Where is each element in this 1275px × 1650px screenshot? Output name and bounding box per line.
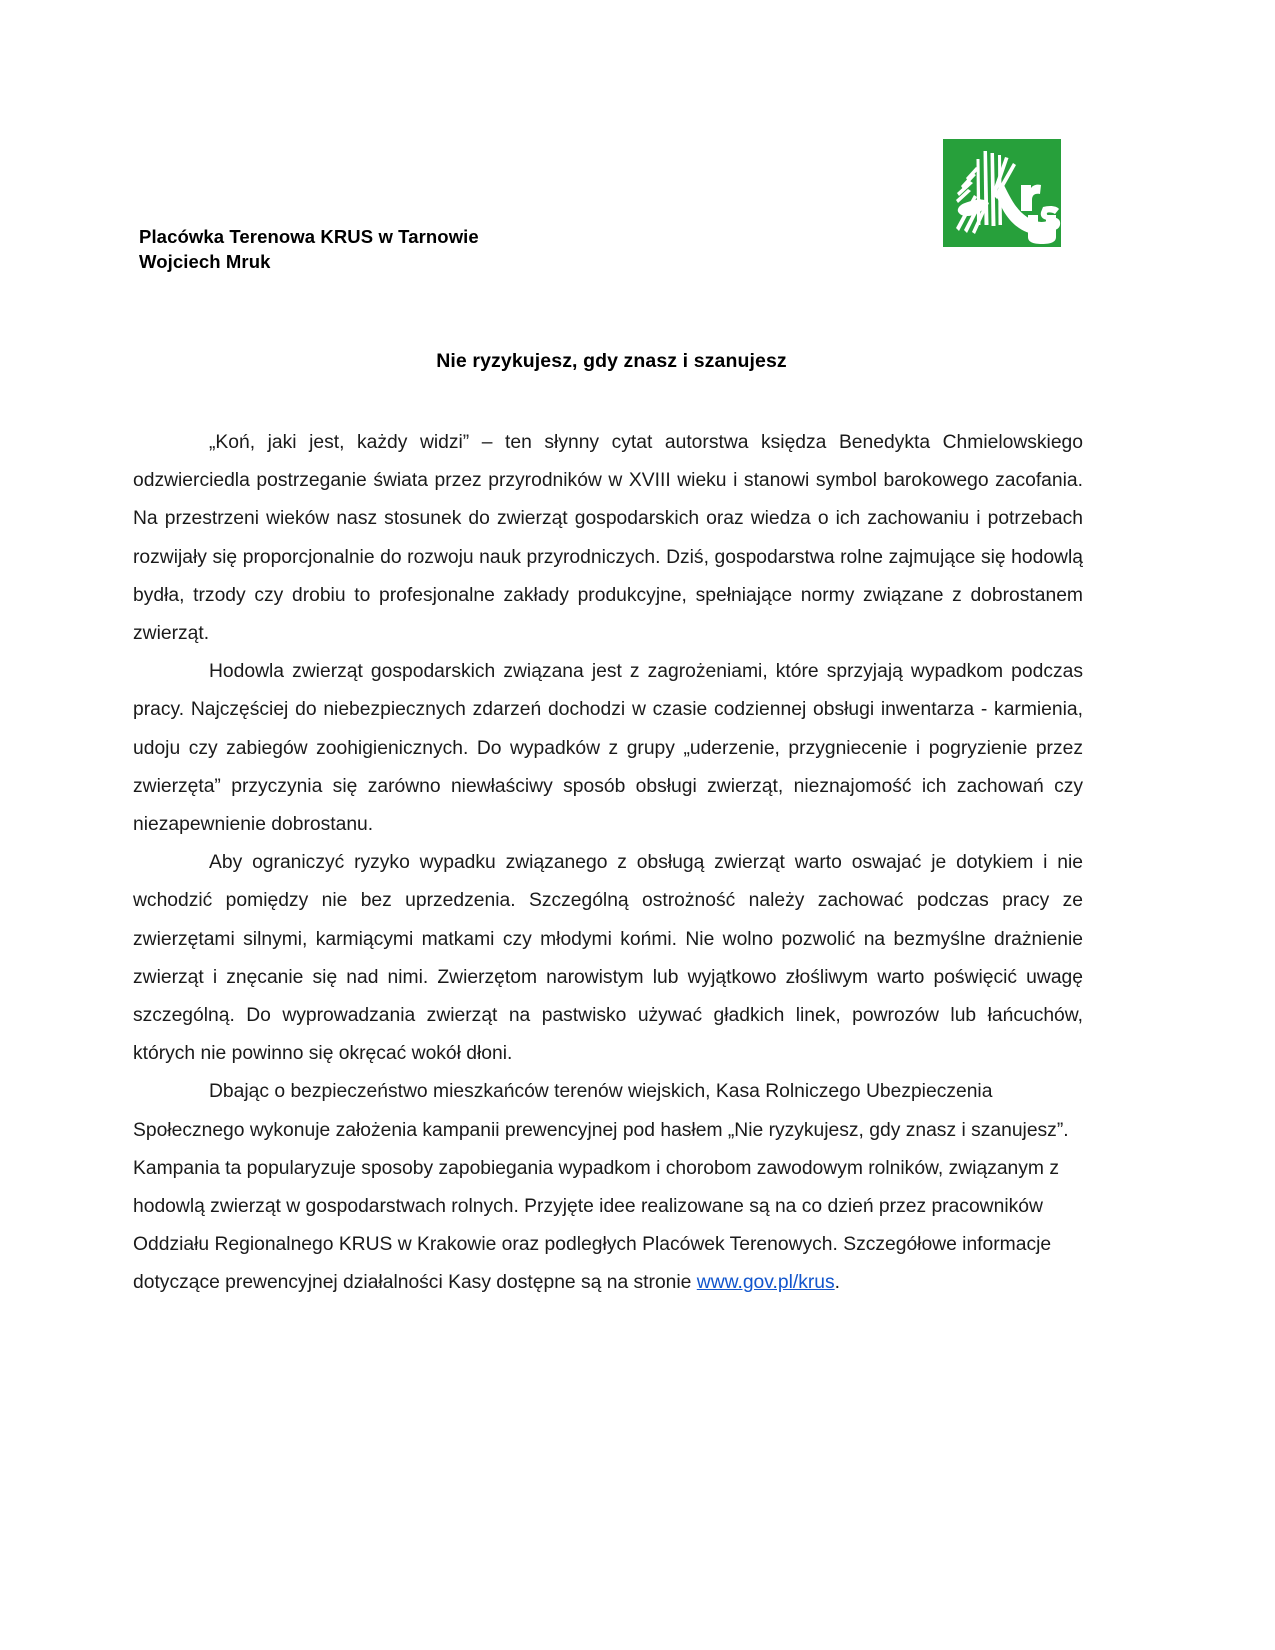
- krus-logo: [943, 139, 1061, 247]
- article-body: [133, 424, 1083, 1303]
- sender-person: Wojciech Mruk: [139, 251, 271, 272]
- paragraph-4: [133, 1073, 1083, 1302]
- paragraph-3: Aby ograniczyć ryzyko wypadku związanego z obsługą zwierząt warto oswajać je dotykiem i nie wchodzić pomiędzy nie bez uprzedzenia. Szczególną ostrożność należy zachować podczas pracy ze zwierzętami silnymi, karmiącymi matkami czy młodymi końmi. Nie wolno pozwolić na bezmyślne drażnienie zwierząt i znęcanie się nad nimi. Zwierzętom narowistym lub wyjątkowo złośliwym warto poświęcić uwagę szczególną. Do wyprowadzania zwierząt na pastwisko używać gładkich linek, powrozów lub łańcuchów, których nie powinno się okręcać wokół dłoni.: [133, 852, 1083, 1065]
- paragraph-1: „Koń, jaki jest, każdy widzi” – ten słynny cytat autorstwa księdza Benedykta Chmielowskiego odzwierciedla postrzeganie świata przez przyrodników w XVIII wieku i stanowi symbol barokowego zacofania. Na przestrzeni wieków nasz stosunek do zwierząt gospodarskich oraz wiedza o ich zachowaniu i potrzebach rozwijały się proporcjonalnie do rozwoju nauk przyrodniczych. Dziś, gospodarstwa rolne zajmujące się hodowlą bydła, trzody czy drobiu to profesjonalne zakłady produkcyjne, spełniające normy związane z dobrostanem zwierząt.: [133, 432, 1083, 645]
- sender-office: Placówka Terenowa KRUS w Tarnowie: [139, 226, 479, 247]
- krus-logo-mark: [943, 139, 1061, 247]
- krus-logo-square: [943, 139, 1061, 247]
- paragraph-4-text-before-link: Dbając o bezpieczeństwo mieszkańców terenów wiejskich, Kasa Rolniczego Ubezpieczenia Społecznego wykonuje założenia kampanii prewencyjnej pod hasłem „Nie ryzykujesz, gdy znasz i szanujesz”. Kampania ta popularyzuje sposoby zapobiegania wypadkom i chorobom zawodowym rolników, związanym z hodowlą zwierząt w gospodarstwach rolnych. Przyjęte idee realizowane są na co dzień przez pracowników Oddziału Regionalnego KRUS w Krakowie oraz podległych Placówek Terenowych. Szczegółowe informacje dotyczące prewencyjnej działalności Kasy dostępne są na stronie: [133, 1081, 1069, 1294]
- paragraph-4-text-after-link: .: [834, 1272, 840, 1294]
- sender-block: [139, 224, 479, 274]
- krus-website-link[interactable]: www.gov.pl/krus: [696, 1272, 835, 1294]
- page-title: Nie ryzykujesz, gdy znasz i szanujesz: [436, 350, 787, 372]
- paragraph-2: Hodowla zwierząt gospodarskich związana jest z zagrożeniami, które sprzyjają wypadkom podczas pracy. Najczęściej do niebezpiecznych zdarzeń dochodzi w czasie codziennej obsługi inwentarza - karmienia, udoju czy zabiegów zoohigienicznych. Do wypadków z grupy „uderzenie, przygniecenie i pogryzienie przez zwierzęta” przyczynia się zarówno niewłaściwy sposób obsługi zwierząt, nieznajomość ich zachowań czy niezapewnienie dobrostanu.: [133, 661, 1083, 836]
